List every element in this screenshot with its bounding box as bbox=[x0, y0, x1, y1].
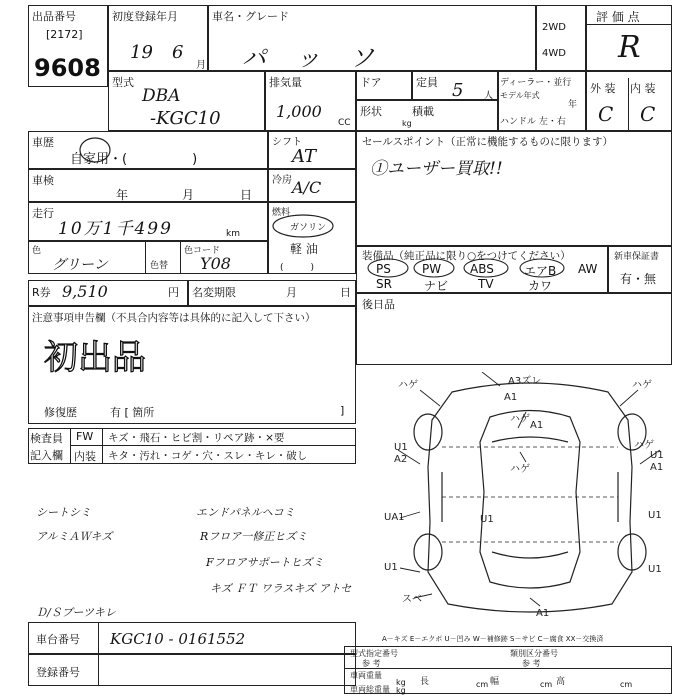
recycle-label: R券 bbox=[32, 286, 51, 299]
weight-label: 車両重量 bbox=[350, 671, 382, 680]
dmg-label-7: ハゲ bbox=[510, 464, 530, 475]
reg-label: 登録番号 bbox=[36, 666, 80, 679]
dmg-label-13: UA1 bbox=[384, 512, 405, 523]
remark-5: Fフロアサポートヒズミ bbox=[206, 556, 324, 569]
car-damage-diagram bbox=[380, 372, 680, 622]
inspection-year-unit: 年 bbox=[116, 188, 129, 202]
model-prefix: DBA bbox=[142, 86, 181, 106]
equip-aw: AW bbox=[578, 262, 598, 276]
displacement-label: 排気量 bbox=[269, 76, 302, 89]
drive-box bbox=[536, 5, 586, 71]
exterior-label: 外 装 bbox=[590, 82, 616, 95]
aircon-value: A/C bbox=[292, 178, 322, 197]
color-code-label: 色コード bbox=[184, 246, 221, 256]
repair-label: 修復歴 bbox=[44, 406, 77, 419]
remark-6: キズ ＦＴ ワラスキズ アトセ bbox=[210, 582, 352, 595]
recycle-box bbox=[28, 280, 188, 306]
fuel-gasoline: ガソリン bbox=[290, 223, 327, 233]
chassis-label: 車台番号 bbox=[36, 633, 80, 646]
later-items-label: 後日品 bbox=[362, 298, 395, 311]
dmg-label-15: U1 bbox=[384, 562, 398, 573]
inspector-fw-items: キズ・飛石・ヒビ割・リペア跡・×要 bbox=[108, 432, 285, 444]
mileage-unit: km bbox=[226, 229, 240, 239]
load-unit: kg bbox=[402, 119, 412, 128]
shift-value: AT bbox=[292, 146, 317, 167]
equipment-label: 装備品（純正品に限り○をつけてください） bbox=[362, 250, 571, 262]
color-label: 色 bbox=[32, 246, 42, 256]
length-unit: cm bbox=[476, 680, 489, 689]
history-label: 車歴 bbox=[32, 136, 54, 149]
repair-value: 有 [ 箇所 bbox=[110, 406, 155, 419]
dmg-label-6: ハゲ bbox=[510, 414, 530, 425]
weight-unit: kg bbox=[396, 678, 406, 687]
car-name: パッソ bbox=[242, 44, 404, 72]
width-unit: cm bbox=[540, 680, 553, 689]
inspector-label2: 記入欄 bbox=[30, 449, 63, 462]
equip-airbag: エアB bbox=[524, 264, 557, 278]
damage-legend: A－キズ E－エクボ U－凹み W－補修跡 S－サビ C－腐食 XX－交換済 bbox=[382, 635, 604, 643]
ref2-label: 参 考 bbox=[522, 659, 541, 668]
name-change-day: 日 bbox=[340, 286, 351, 299]
inspection-day-unit: 日 bbox=[240, 188, 253, 202]
displacement-value: 1,000 bbox=[276, 102, 322, 121]
dmg-label-2: A1 bbox=[504, 392, 518, 403]
dmg-label-19: U1 bbox=[480, 514, 494, 525]
grade-value: R bbox=[618, 30, 641, 65]
first-reg-month-unit: 月 bbox=[196, 60, 206, 71]
fuel-label: 燃料 bbox=[272, 208, 291, 218]
recycle-unit: 円 bbox=[168, 286, 179, 299]
width-label: 幅 bbox=[490, 677, 500, 687]
class-label: 類別区分番号 bbox=[510, 649, 558, 658]
sales-point-value: ①ユーザー買取!! bbox=[370, 159, 503, 179]
fuel-diesel: 軽 油 bbox=[290, 242, 318, 256]
first-reg-label: 初度登録年月 bbox=[112, 10, 178, 23]
notes-label: 注意事項申告欄（不具合内容等は具体的に記入して下さい） bbox=[32, 312, 316, 324]
dmg-label-12: A1 bbox=[650, 462, 664, 473]
drive-2wd: 2WD bbox=[542, 22, 566, 33]
length-label: 長 bbox=[420, 677, 430, 687]
remark-2: アルミＡＷキズ bbox=[36, 530, 113, 543]
warranty-label: 新車保証書 bbox=[614, 252, 660, 262]
name-change-label: 名変期限 bbox=[192, 286, 236, 299]
total-unit: kg bbox=[396, 686, 406, 695]
model-label: 型式 bbox=[112, 76, 134, 89]
sales-point-label: セールスポイント（正常に機能するものに限ります） bbox=[362, 136, 614, 148]
color-value: グリーン bbox=[52, 257, 108, 273]
dmg-label-9: U1 bbox=[394, 442, 408, 453]
model-code: -KGC10 bbox=[150, 108, 221, 129]
dmg-label-16: U1 bbox=[648, 564, 662, 575]
mileage-label: 走行 bbox=[32, 207, 54, 220]
capacity-value: 5 bbox=[452, 80, 464, 101]
history-circle bbox=[78, 134, 112, 164]
equip-tv: TV bbox=[478, 277, 494, 291]
color-change-label: 色替 bbox=[150, 261, 169, 271]
equip-abs: ABS bbox=[470, 262, 494, 276]
inspection-month-unit: 月 bbox=[182, 188, 195, 202]
inspector-naisou: 内装 bbox=[74, 450, 96, 463]
model-year-label: モデル年式 bbox=[500, 91, 540, 100]
shift-label: シフト bbox=[272, 137, 302, 148]
inspector-label1: 検査員 bbox=[30, 432, 63, 445]
ref1-label: 参 考 bbox=[362, 659, 381, 668]
remark-1: シートシミ bbox=[36, 506, 91, 519]
height-unit: cm bbox=[620, 680, 633, 689]
remark-4: Rフロア一修正ヒズミ bbox=[200, 530, 308, 543]
interior-label: 内 装 bbox=[630, 82, 656, 95]
dmg-label-8: ハゲ bbox=[634, 440, 654, 451]
car-name-label: 車名・グレード bbox=[212, 10, 289, 23]
door-label: ドア bbox=[360, 76, 382, 89]
exterior-grade: C bbox=[598, 102, 614, 126]
lot-label: 出品番号 bbox=[32, 10, 76, 23]
equip-leather: カワ bbox=[528, 279, 553, 293]
lot-code: [2172] bbox=[46, 28, 83, 41]
first-reg-month: 6 bbox=[172, 42, 184, 63]
height-label: 高 bbox=[556, 677, 566, 687]
load-label: 積載 bbox=[412, 105, 434, 118]
equipment-circles bbox=[360, 256, 570, 278]
displacement-unit: CC bbox=[338, 118, 351, 128]
later-items-box bbox=[356, 293, 672, 365]
dmg-label-10: A2 bbox=[394, 454, 408, 465]
dmg-label-3: A1 bbox=[530, 420, 544, 431]
equip-sr: SR bbox=[376, 277, 392, 291]
dealer-label: ディーラー・並行 bbox=[500, 78, 572, 88]
warranty-value: 有・無 bbox=[620, 272, 657, 286]
recycle-value: 9,510 bbox=[62, 282, 108, 301]
fuel-circle bbox=[270, 210, 336, 240]
equip-ps: PS bbox=[376, 262, 391, 276]
handle-label: ハンドル 左・右 bbox=[500, 117, 566, 127]
remark-7: Ｄ/Ｓブーツキレ bbox=[36, 606, 116, 619]
lot-number: 9608 bbox=[34, 54, 101, 82]
dmg-label-4: ハゲ bbox=[398, 380, 418, 391]
grade-label: 評 価 点 bbox=[596, 10, 640, 24]
mileage-value: 10万1千499 bbox=[58, 219, 173, 239]
dmg-label-5: ハゲ bbox=[632, 380, 652, 391]
equip-navi: ナビ bbox=[424, 279, 449, 293]
color-code-value: Y08 bbox=[200, 254, 231, 273]
dmg-label-1: A3ズレ bbox=[508, 376, 542, 387]
repair-close: ] bbox=[340, 404, 345, 417]
total-label: 車両総重量 bbox=[350, 685, 390, 694]
notes-value: 初出品 bbox=[44, 338, 146, 378]
equip-pw: PW bbox=[422, 262, 442, 276]
name-change-month: 月 bbox=[286, 286, 297, 299]
model-year-unit: 年 bbox=[568, 100, 578, 110]
inspector-fw: FW bbox=[76, 430, 94, 443]
capacity-unit: 人 bbox=[484, 91, 494, 101]
fuel-paren: ( ) bbox=[280, 263, 315, 273]
dmg-label-17: A1 bbox=[536, 608, 550, 619]
aircon-label: 冷房 bbox=[272, 175, 292, 186]
dmg-label-18: スベ bbox=[402, 594, 422, 605]
first-reg-year: 19 bbox=[130, 42, 153, 63]
inspector-naisou-items: キタ・汚れ・コゲ・穴・スレ・キレ・破し bbox=[108, 450, 308, 462]
remark-3: エンドパネルヘコミ bbox=[196, 506, 295, 519]
history-value: 自家用・( ) bbox=[70, 152, 198, 167]
shape-label: 形状 bbox=[360, 105, 382, 118]
dmg-label-11: U1 bbox=[650, 450, 664, 461]
interior-grade: C bbox=[640, 102, 656, 126]
chassis-value: KGC10 - 0161552 bbox=[110, 630, 246, 648]
form-label: 型式指定番号 bbox=[350, 649, 398, 658]
inspection-label: 車検 bbox=[32, 174, 54, 187]
inspection-box bbox=[28, 169, 268, 202]
capacity-label: 定員 bbox=[416, 76, 438, 89]
drive-4wd: 4WD bbox=[542, 48, 566, 59]
dmg-label-14: U1 bbox=[648, 510, 662, 521]
